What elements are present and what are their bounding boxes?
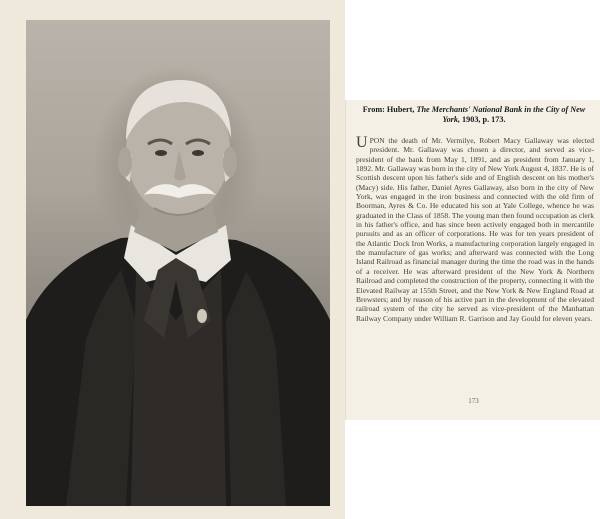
drop-cap: U bbox=[356, 134, 368, 151]
portrait-photograph bbox=[26, 20, 330, 506]
page-number: 173 bbox=[468, 397, 479, 405]
article-body bbox=[356, 136, 594, 323]
article-text: PON the death of Mr. Vermilye, Robert Macy Gallaway was elected president. Mr. Gallaway was chosen a director, and served as vice-president of the bank from May 1, 1891, and as president from January 1, 1892. Mr. Gallaway was born in the city of New York August 4, 1837. He is of Scottish descent upon his father's side and of English descent on his mother's (Macy) side. His father, Daniel Ayres Gallaway, also born in the city of New York, was engaged in the iron business and connected with the old firm of Boorman, Ayres & Co. He educated his son at Yale College, whence he was graduated in the Class of 1858. The young man then found occupation as clerk in his father's office, and has since been actively engaged both in mercantile pursuits and as an officer of corporations. He was for ten years president of the Atlantic Dock Iron Works, a manufacturing corporation largely engaged in the manufacture of gas works; and afterward was connected with the Long Island Railroad as financial manager during the time the road was in the hands of a receiver. He was afterward president of the New York & Northern Railroad and completed the construction of the property, connecting it with the Elevated Railway at 155th Street, and the New York & New England Road at Brewsters; and by reason of his active part in the development of the elevated railroad system of the city he served as vice-president of the Manhattan Railway Company under William R. Garrison and Jay Gould for eleven years. bbox=[356, 136, 595, 323]
text-page bbox=[345, 100, 600, 420]
source-citation bbox=[354, 105, 594, 125]
source-suffix: 1903, p. 173. bbox=[460, 115, 506, 124]
portrait-illustration bbox=[26, 20, 330, 506]
source-title: The Merchants' National Bank in the City of New York, bbox=[416, 105, 586, 124]
source-prefix: From: Hubert, bbox=[362, 105, 415, 114]
